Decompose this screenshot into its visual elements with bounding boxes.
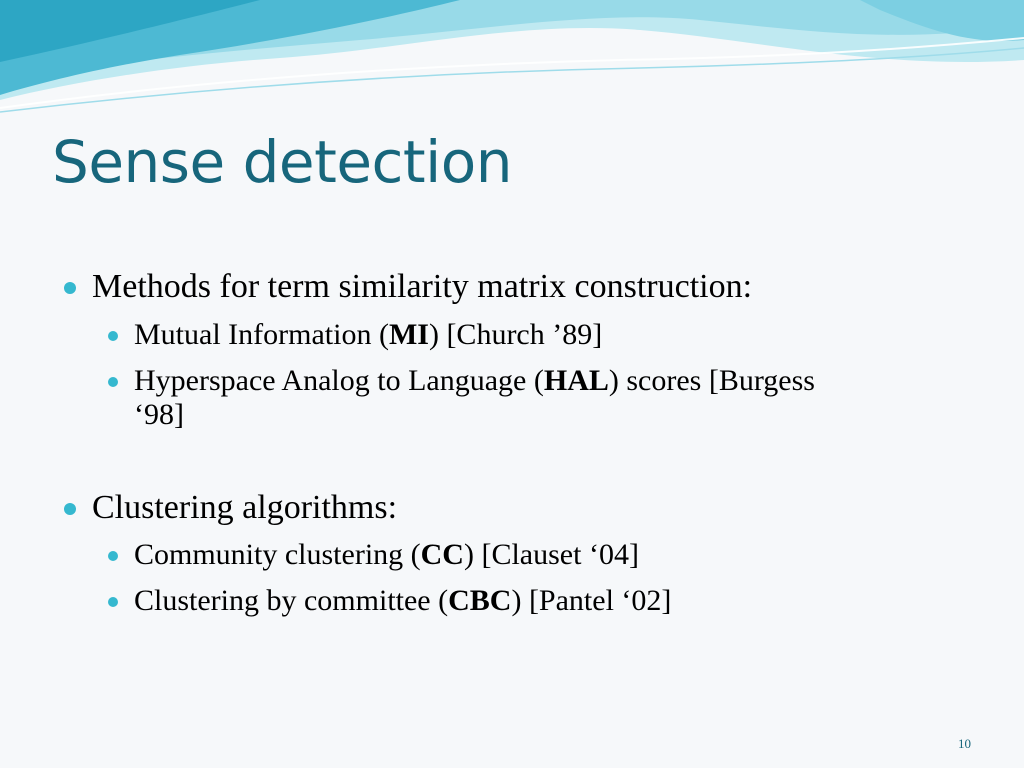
bullet-dot [64, 282, 76, 294]
sub-bullet-text-continuation: ‘98] [134, 398, 184, 431]
sub-bullet-text: Community clustering (CC) [Clauset ‘04] [134, 538, 639, 571]
sub-bullet-dot [108, 597, 118, 607]
sub-bullet-dot [108, 377, 118, 387]
sub-bullet-text: Hyperspace Analog to Language (HAL) scores [Burgess [134, 364, 815, 397]
header-wave-decoration [0, 0, 1024, 120]
slide-title: Sense detection [52, 128, 513, 196]
bullet-dot [64, 503, 76, 515]
page-number: 10 [958, 736, 971, 751]
bullet-text: Clustering algorithms: [92, 489, 398, 526]
bullet-text: Methods for term similarity matrix construction: [92, 268, 753, 305]
sub-bullet-text: Mutual Information (MI) [Church ’89] [134, 318, 603, 351]
sub-bullet-dot [108, 331, 118, 341]
sub-bullet-dot [108, 551, 118, 561]
sub-bullet-text: Clustering by committee (CBC) [Pantel ‘02] [134, 584, 672, 617]
